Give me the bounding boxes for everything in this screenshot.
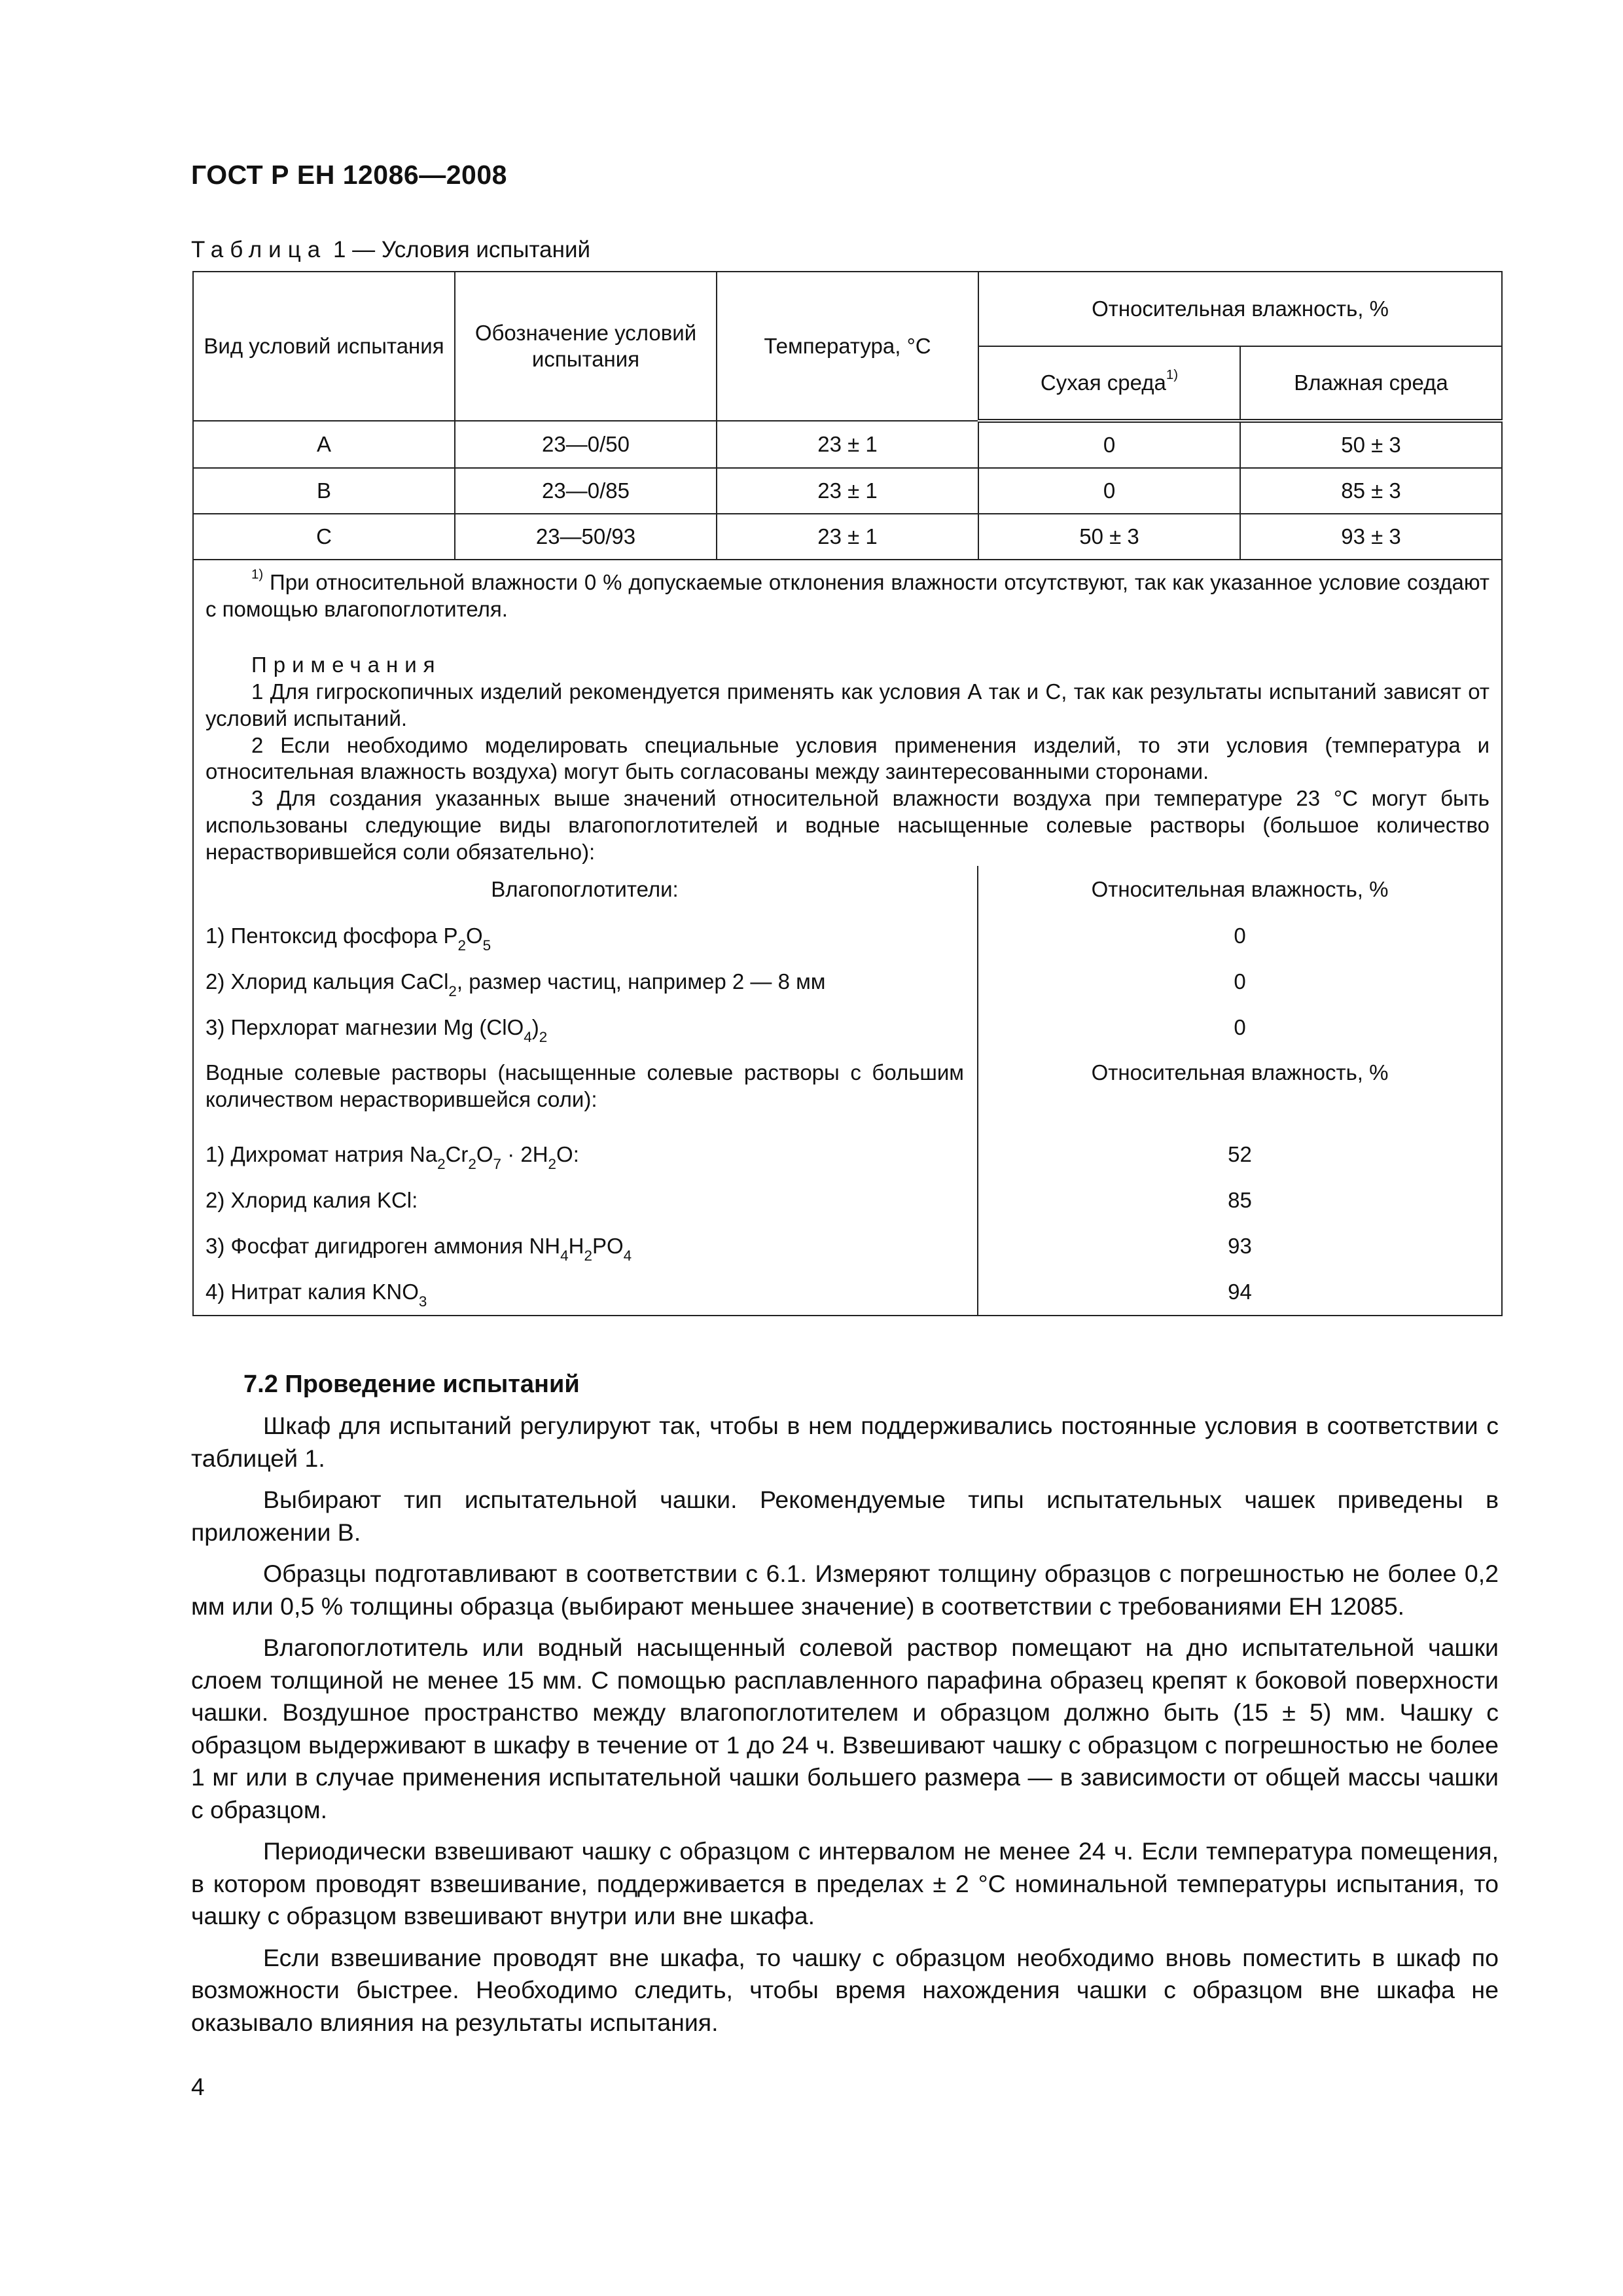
salt-name: 1) Дихромат натрия $Na_2Cr_2O_7 \cdot 2H_2O$: [194, 1132, 978, 1177]
cell-designation: 23—50/93 [455, 514, 717, 560]
note-2: 2 Если необходимо моделировать специальные условия применения изделий, то эти условия (температура и относительная влажность воздуха) могут быть согласованы между заинтересованными сторонами. [205, 732, 1490, 784]
page-number: 4 [191, 2073, 205, 2100]
list-item [194, 1132, 1501, 1177]
paragraph: Образцы подготавливают в соответствии с 6.1. Измеряют толщину образцов с погрешностью не более 0,2 мм или 0,5 % толщины образца (выбирают меньшее значение) в соответствии с требованиями ЕН 12085. [191, 1560, 1499, 1620]
rh-value: 52 [1228, 1141, 1252, 1166]
rh-header: Относительная влажность, % [1091, 876, 1389, 901]
cell-designation: 23—0/50 [455, 421, 717, 468]
col-header-designation: Обозначение условий испытания [455, 272, 717, 421]
list-item [194, 1177, 1501, 1223]
rh-value: 0 [1234, 1014, 1246, 1039]
rh-value: 0 [1234, 969, 1246, 994]
salts-header: Водные солевые растворы (насыщенные солевые растворы с большим количеством нерастворившейся соли): [194, 1050, 978, 1132]
cell-dry: 0 [978, 421, 1240, 468]
desiccant-name: 3) Перхлорат магнезии Mg $(ClO_4)_2$ [194, 1005, 978, 1050]
cell-temp: 23 ± 1 [717, 468, 978, 514]
table-row [193, 421, 1502, 468]
list-item [194, 1223, 1501, 1269]
section-title: 7.2 Проведение испытаний [243, 1371, 580, 1398]
list-item [194, 959, 1501, 1005]
col-header-temperature: Температура, °С [717, 272, 978, 421]
cell-designation: 23—0/85 [455, 468, 717, 514]
note-1: 1 Для гигроскопичных изделий рекомендуется применять как условия А так и С, так как результаты испытаний зависят от условий испытаний. [205, 679, 1490, 730]
conditions-table [192, 271, 1503, 1316]
list-item [194, 1005, 1501, 1050]
table-caption [191, 237, 590, 263]
table-row [193, 468, 1502, 514]
section-body [191, 1368, 1499, 2048]
salt-name: 3) Фосфат дигидроген аммония $NH_4H_2PO_4$ [194, 1223, 978, 1269]
desiccants-header: Влагопоглотители: [194, 866, 978, 913]
cell-wet: 85 ± 3 [1240, 468, 1502, 514]
footnote-ref: 1) [1166, 367, 1179, 383]
cell-dry: 0 [978, 468, 1240, 514]
notes-title: Примечания [251, 652, 442, 677]
cell-temp: 23 ± 1 [717, 421, 978, 468]
cell-dry: 50 ± 3 [978, 514, 1240, 560]
list-item [194, 913, 1501, 959]
col-header-dry: Сухая среда$^{1)}$ [978, 346, 1240, 421]
desiccant-name: 2) Хлорид кальция CaCl$_2$, размер частиц, например 2 — 8 мм [194, 959, 978, 1005]
table-caption-title: 1 — Условия испытаний [327, 237, 591, 262]
col-header-type: Вид условий испытания [193, 272, 455, 421]
table-row [193, 514, 1502, 560]
rh-value: 85 [1228, 1187, 1252, 1212]
cell-type: C [193, 514, 455, 560]
desiccant-name: 1) Пентоксид фосфора $P_2O_5$ [194, 913, 978, 959]
rh-header: Относительная влажность, % [1091, 1060, 1389, 1085]
paragraph: Шкаф для испытаний регулируют так, чтобы в нем поддерживались постоянные условия в соответствии с таблицей 1. [191, 1412, 1499, 1472]
cell-type: B [193, 468, 455, 514]
paragraph: Периодически взвешивают чашку с образцом с интервалом не менее 24 ч. Если температура помещения, в котором проводят взвешивание, поддерживается в пределах ± 2 °С номинальной температуры испытания, то чашку с образцом взвешивают внутри или вне шкафа. [191, 1837, 1499, 1930]
col-header-wet: Влажная среда [1240, 346, 1502, 421]
cell-temp: 23 ± 1 [717, 514, 978, 560]
paragraph: Если взвешивание проводят вне шкафа, то чашку с образцом необходимо вновь поместить в шкаф по возможности быстрее. Необходимо следить, чтобы время нахождения чашки с образцом вне шкафа не оказывало влияния на результаты испытания. [191, 1943, 1499, 2036]
rh-value: 94 [1228, 1279, 1252, 1304]
note-3: 3 Для создания указанных выше значений относительной влажности воздуха при температуре 23 °С могут быть использованы следующие виды влагопоглотителей и водные насыщенные солевые растворы (большое количество нерастворившейся соли обязательно): [205, 786, 1490, 865]
reagents-subtable [194, 866, 1501, 1315]
cell-type: A [193, 421, 455, 468]
table-notes [193, 560, 1502, 866]
footnote: $^{1)}$ При относительной влажности 0 % допускаемые отклонения влажности отсутствуют, так как указанное условие создают с помощью влагопоглотителя. [205, 566, 1490, 621]
salt-name: 2) Хлорид калия KCl: [194, 1177, 978, 1223]
paragraph: Выбирают тип испытательной чашки. Рекомендуемые типы испытательных чашек приведены в приложении В. [191, 1486, 1499, 1546]
reagents-subtable-cell [193, 866, 1502, 1316]
salt-name: 4) Нитрат калия $KNO_3$ [194, 1269, 978, 1315]
cell-wet: 93 ± 3 [1240, 514, 1502, 560]
table-caption-word: Таблица [191, 237, 327, 262]
cell-wet: 50 ± 3 [1240, 421, 1502, 468]
rh-value: 0 [1234, 923, 1246, 948]
list-item [194, 1269, 1501, 1315]
col-header-humidity: Относительная влажность, % [978, 272, 1502, 346]
document-header: ГОСТ Р ЕН 12086—2008 [191, 160, 507, 190]
rh-value: 93 [1228, 1233, 1252, 1258]
paragraph: Влагопоглотитель или водный насыщенный солевой раствор помещают на дно испытательной чашки слоем толщиной не менее 15 мм. С помощью расплавленного парафина образец крепят к боковой поверхности чашки. Воздушное пространство между влагопоглотителем и образцом должно быть (15 ± 5) мм. Чашку с образцом выдерживают в шкафу в течение от 1 до 24 ч. Взвешивают чашку с образцом с погрешностью не более 1 мг или в случае применения испытательной чашки большего размера — в зависимости от общей массы чашки с образцом. [191, 1634, 1499, 1823]
